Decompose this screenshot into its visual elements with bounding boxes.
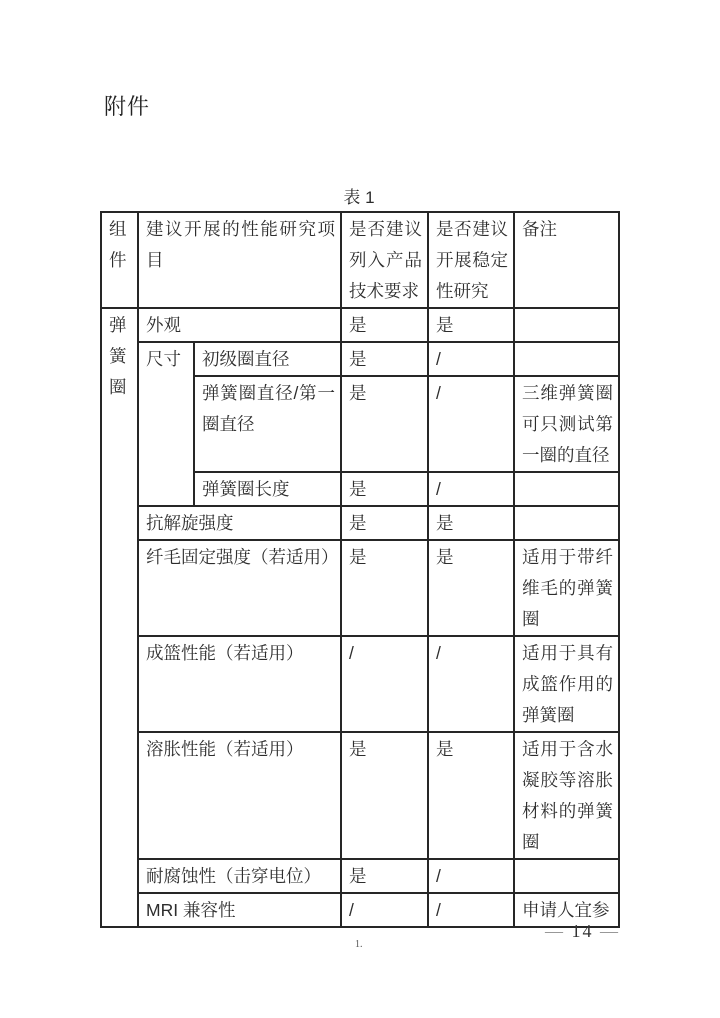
footer-mark: 1. <box>355 939 363 950</box>
item-cell: 耐腐蚀性（击穿电位） <box>138 859 341 893</box>
table-row <box>101 506 619 540</box>
remark-cell: 三维弹簧圈可只测试第一圈的直径 <box>514 376 619 472</box>
tech-req-cell: 是 <box>341 308 428 342</box>
remark-cell <box>514 472 619 506</box>
item-cell: 外观 <box>138 308 341 342</box>
table-row <box>101 893 619 927</box>
header-tech-req: 是否建议列入产品技术要求 <box>341 212 428 308</box>
tech-req-cell: 是 <box>341 732 428 859</box>
table-row <box>101 342 619 376</box>
stability-cell: 是 <box>428 506 514 540</box>
table-caption: 表 1 <box>343 188 375 207</box>
remark-cell: 申请人宜参 <box>514 893 619 927</box>
item-cell: 初级圈直径 <box>194 342 341 376</box>
tech-req-cell: 是 <box>341 506 428 540</box>
tech-req-cell: / <box>341 893 428 927</box>
remark-cell: 适用于具有成篮作用的弹簧圈 <box>514 636 619 732</box>
remark-cell <box>514 859 619 893</box>
remark-cell <box>514 308 619 342</box>
page-number <box>545 921 620 942</box>
stability-cell: 是 <box>428 308 514 342</box>
item-cell: 纤毛固定强度（若适用） <box>138 540 341 636</box>
stability-cell: / <box>428 342 514 376</box>
page-number-left-dash: — <box>545 921 565 941</box>
page-number-value: 14 <box>571 921 594 941</box>
item-cell: 弹簧圈直径/第一圈直径 <box>194 376 341 472</box>
stability-cell: / <box>428 859 514 893</box>
header-row <box>101 212 619 308</box>
component-group-cell: 弹簧圈 <box>101 308 138 927</box>
header-component: 组件 <box>101 212 138 308</box>
item-cell: 抗解旋强度 <box>138 506 341 540</box>
tech-req-cell: 是 <box>341 342 428 376</box>
item-cell: MRI 兼容性 <box>138 893 341 927</box>
stability-cell: / <box>428 636 514 732</box>
remark-cell: 适用于带纤维毛的弹簧圈 <box>514 540 619 636</box>
table-row <box>101 732 619 859</box>
remark-cell: 适用于含水凝胶等溶胀材料的弹簧圈 <box>514 732 619 859</box>
header-stability: 是否建议开展稳定性研究 <box>428 212 514 308</box>
tech-req-cell: 是 <box>341 472 428 506</box>
stability-cell: 是 <box>428 540 514 636</box>
stability-cell: 是 <box>428 732 514 859</box>
header-remark: 备注 <box>514 212 619 308</box>
tech-req-cell: / <box>341 636 428 732</box>
tech-req-cell: 是 <box>341 859 428 893</box>
table-row <box>101 859 619 893</box>
table-row <box>101 636 619 732</box>
tech-req-cell: 是 <box>341 376 428 472</box>
header-project: 建议开展的性能研究项目 <box>138 212 341 308</box>
item-cell: 成篮性能（若适用） <box>138 636 341 732</box>
table-row <box>101 308 619 342</box>
page-number-right-dash: — <box>600 921 620 941</box>
attachment-label: 附件 <box>104 94 151 119</box>
remark-cell <box>514 506 619 540</box>
size-group-cell: 尺寸 <box>138 342 194 506</box>
item-cell: 溶胀性能（若适用） <box>138 732 341 859</box>
item-cell: 弹簧圈长度 <box>194 472 341 506</box>
tech-req-cell: 是 <box>341 540 428 636</box>
stability-cell: / <box>428 472 514 506</box>
performance-study-table <box>100 211 620 928</box>
remark-cell <box>514 342 619 376</box>
stability-cell: / <box>428 376 514 472</box>
table-row <box>101 540 619 636</box>
stability-cell: / <box>428 893 514 927</box>
